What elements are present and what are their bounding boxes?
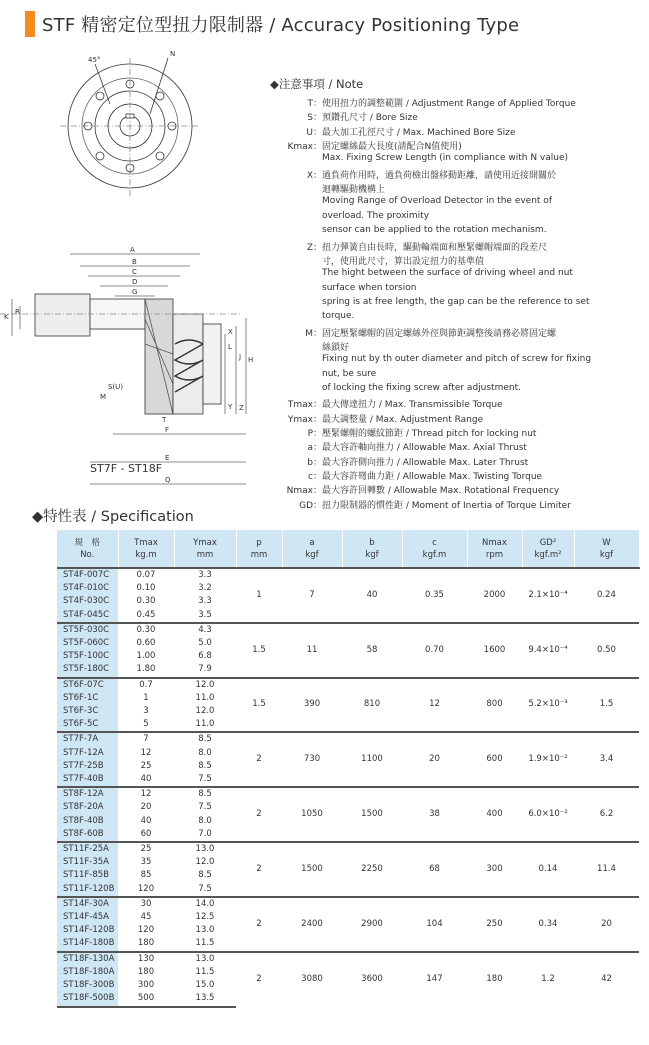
c-cell: 0.35 xyxy=(402,568,467,623)
p-cell: 2 xyxy=(236,732,282,787)
model-cell: ST14F-120B xyxy=(57,924,118,937)
tmax-cell: 40 xyxy=(140,774,152,785)
ymax-cell: 11.0 xyxy=(195,719,215,730)
note-item xyxy=(270,153,642,167)
tmax-cell: 500 xyxy=(118,992,174,1006)
svg-text:T: T xyxy=(162,416,167,424)
ymax-cell: 7.5 xyxy=(198,802,212,813)
note-item xyxy=(270,340,642,354)
technical-drawing xyxy=(0,44,270,494)
svg-text:L: L xyxy=(228,343,232,351)
gd-cell: 1.2 xyxy=(522,952,574,1007)
ymax-cell: 7.9 xyxy=(198,664,212,675)
svg-text:N: N xyxy=(170,50,176,58)
model-cell: ST11F-25A xyxy=(57,842,118,856)
table-row xyxy=(57,952,639,966)
tmax-cell: 25 xyxy=(118,842,174,856)
note-text: 固定壓緊螺帽的固定螺絲外徑與節距調整後請務必將固定螺 xyxy=(322,328,557,339)
tmax-cell: 0.60 xyxy=(136,638,156,649)
model-cell: ST5F-180C xyxy=(57,663,118,677)
note-text: 絲鎖好 xyxy=(322,342,350,353)
model-cell: ST5F-100C xyxy=(57,650,118,663)
note-label: Z： xyxy=(306,242,322,253)
note-label: P： xyxy=(307,429,322,440)
header-line: GD² xyxy=(539,537,557,548)
model-cell: ST8F-20A xyxy=(57,801,118,814)
column-header xyxy=(402,530,467,568)
ymax-cell: 11.0 xyxy=(195,692,215,703)
tmax-cell: 120 xyxy=(137,925,155,936)
model-cell: ST7F-7A xyxy=(57,732,118,746)
a-cell: 3080 xyxy=(282,952,342,1007)
column-header xyxy=(467,530,522,568)
svg-text:X: X xyxy=(228,328,233,336)
ymax-cell: 6.8 xyxy=(198,651,212,662)
spec-header-row xyxy=(57,530,639,568)
model-cell: ST11F-120B xyxy=(57,883,118,897)
gd-cell: 2.1×10⁻⁴ xyxy=(522,568,574,623)
note-label: GD： xyxy=(299,500,322,511)
ymax-cell: 11.5 xyxy=(195,966,215,977)
model-cell: ST14F-45A xyxy=(57,911,118,924)
tmax-cell: 300 xyxy=(137,980,155,991)
note-label: S： xyxy=(307,113,322,124)
model-cell: ST6F-5C xyxy=(57,718,118,732)
header-line: Ymax xyxy=(193,537,217,548)
side-section-view xyxy=(0,254,246,484)
note-item xyxy=(270,240,642,254)
ymax-cell: 12.0 xyxy=(174,678,236,692)
table-row xyxy=(57,787,639,801)
note-label: M： xyxy=(305,328,322,339)
ymax-cell: 8.5 xyxy=(198,760,212,771)
ymax-cell: 8.0 xyxy=(198,815,212,826)
model-cell: ST18F-300B xyxy=(57,979,118,992)
svg-text:R: R xyxy=(15,308,20,316)
front-view xyxy=(60,58,200,196)
svg-text:A: A xyxy=(130,246,135,254)
tmax-cell: 1.00 xyxy=(136,651,156,662)
note-text: Max. Fixing Screw Length (in compliance with N value) xyxy=(322,153,569,164)
note-item xyxy=(270,483,642,497)
note-item xyxy=(270,369,642,383)
tmax-cell: 30 xyxy=(118,897,174,911)
note-text: of locking the fixing screw after adjustment. xyxy=(322,383,521,393)
a-cell: 1050 xyxy=(282,787,342,842)
note-item xyxy=(270,297,642,311)
ymax-cell: 13.0 xyxy=(174,952,236,966)
column-header xyxy=(522,530,574,568)
column-header xyxy=(574,530,639,568)
header-unit: mm xyxy=(250,549,268,560)
model-cell: ST6F-3C xyxy=(57,705,118,718)
ymax-cell: 7.5 xyxy=(198,774,212,785)
a-cell: 730 xyxy=(282,732,342,787)
c-cell: 38 xyxy=(402,787,467,842)
ymax-cell: 3.3 xyxy=(198,596,212,607)
gd-cell: 0.14 xyxy=(522,842,574,897)
note-text: 使用扭力的調整範圍 / Adjustment Range of Applied Torque xyxy=(322,99,576,109)
header-line: p xyxy=(256,537,262,548)
note-item xyxy=(270,225,642,239)
model-cell: ST8F-60B xyxy=(57,828,118,842)
note-text: spring is at free length, the gap can be the reference to set xyxy=(322,296,590,307)
note-item xyxy=(270,268,642,282)
ymax-cell: 8.5 xyxy=(174,732,236,746)
header-unit: rpm xyxy=(485,549,504,560)
tmax-cell: 45 xyxy=(140,912,152,923)
b-cell: 2900 xyxy=(342,897,402,952)
note-item xyxy=(270,426,642,440)
note-text: 預鑽孔尺寸 / Bore Size xyxy=(322,113,418,124)
model-cell: ST11F-85B xyxy=(57,869,118,882)
nmax-cell: 300 xyxy=(467,842,522,897)
ymax-cell: 13.0 xyxy=(195,925,215,936)
page-title: STF 精密定位型扭力限制器 / Accuracy Positioning Type xyxy=(42,15,520,36)
note-label: c： xyxy=(308,472,322,483)
model-cell: ST6F-1C xyxy=(57,692,118,705)
nmax-cell: 600 xyxy=(467,732,522,787)
header-accent-bar xyxy=(25,11,35,37)
note-label: T： xyxy=(307,99,322,109)
tmax-cell: 60 xyxy=(140,828,152,839)
note-item xyxy=(270,125,642,139)
header-unit: No. xyxy=(80,549,95,560)
tmax-cell: 0.45 xyxy=(136,609,156,620)
tmax-cell: 12 xyxy=(118,787,174,801)
note-text: 寸，使用此尺寸，算出設定扭力的基準值 xyxy=(322,256,485,267)
ymax-cell: 12.0 xyxy=(195,706,215,717)
model-cell: ST11F-35A xyxy=(57,856,118,869)
gd-cell: 0.34 xyxy=(522,897,574,952)
table-row xyxy=(57,678,639,692)
note-label: a： xyxy=(307,443,322,454)
note-text: surface when torsion xyxy=(322,282,417,293)
note-item xyxy=(270,110,642,124)
notes-title: ◆注意事項 / Note xyxy=(270,77,364,91)
column-header xyxy=(57,530,118,568)
column-header xyxy=(118,530,174,568)
tmax-cell: 0.30 xyxy=(136,596,156,607)
svg-text:Q: Q xyxy=(165,476,171,484)
model-cell: ST5F-060C xyxy=(57,637,118,650)
ymax-cell: 5.0 xyxy=(198,638,212,649)
spec-title: ◆特性表 / Specification xyxy=(32,509,194,525)
model-cell: ST6F-07C xyxy=(57,678,118,692)
note-text: sensor can be applied to the rotation mechanism. xyxy=(322,225,547,236)
ymax-cell: 4.3 xyxy=(174,623,236,637)
note-item xyxy=(270,498,642,512)
ymax-cell: 12.5 xyxy=(195,912,215,923)
table-row xyxy=(57,623,639,637)
header-unit: kg.m xyxy=(135,549,157,560)
nmax-cell: 180 xyxy=(467,952,522,1007)
note-text: 扭力限制器的慣性距 / Moment of Inertia of Torque Limiter xyxy=(322,500,571,511)
svg-text:Y: Y xyxy=(228,403,233,411)
ymax-cell: 8.0 xyxy=(198,747,212,758)
w-cell: 42 xyxy=(574,952,639,1007)
gd-cell: 9.4×10⁻⁴ xyxy=(522,623,574,678)
header-unit: kgf.m xyxy=(422,549,447,560)
tmax-cell: 5 xyxy=(143,719,149,730)
tmax-cell: 0.7 xyxy=(118,678,174,692)
table-row xyxy=(57,732,639,746)
note-item xyxy=(270,354,642,368)
nmax-cell: 2000 xyxy=(467,568,522,623)
note-text: overload. The proximity xyxy=(322,210,430,221)
tmax-cell: 7 xyxy=(118,732,174,746)
note-item xyxy=(270,311,642,325)
model-cell: ST18F-180A xyxy=(57,966,118,979)
ymax-cell: 12.0 xyxy=(195,857,215,868)
note-text: 過負荷作用時，過負荷檢出盤移動距離，請使用近接開關於 xyxy=(322,170,557,181)
b-cell: 1500 xyxy=(342,787,402,842)
note-text: 最大調整量 / Max. Adjustment Range xyxy=(322,414,484,425)
note-item xyxy=(270,96,642,110)
note-label: Tmax： xyxy=(287,400,322,411)
model-cell: ST4F-010C xyxy=(57,582,118,595)
tmax-cell: 3 xyxy=(143,706,149,717)
svg-text:F: F xyxy=(165,426,170,434)
note-label: b： xyxy=(307,457,322,468)
model-cell: ST18F-130A xyxy=(57,952,118,966)
note-label: Nmax： xyxy=(286,486,322,497)
ymax-cell: 3.3 xyxy=(174,568,236,582)
svg-text:M: M xyxy=(100,393,107,401)
note-label: X： xyxy=(306,170,322,181)
svg-text:G: G xyxy=(132,288,138,296)
note-text: 迴轉驅動機構上 xyxy=(322,185,386,196)
a-cell: 11 xyxy=(282,623,342,678)
note-item xyxy=(270,440,642,454)
note-item xyxy=(270,254,642,268)
note-text: 最大傳達扭力 / Max. Transmissible Torque xyxy=(322,400,503,411)
w-cell: 3.4 xyxy=(574,732,639,787)
svg-text:45°: 45° xyxy=(88,56,101,64)
ymax-cell: 8.5 xyxy=(198,870,212,881)
note-item xyxy=(270,283,642,297)
w-cell: 0.24 xyxy=(574,568,639,623)
note-text: 最大容許彎曲力距 / Allowable Max. Twisting Torque xyxy=(322,472,543,483)
header-line: a xyxy=(309,537,315,548)
header-line: Nmax xyxy=(482,537,507,548)
w-cell: 1.5 xyxy=(574,678,639,733)
header-unit: kgf xyxy=(599,549,614,560)
model-cell: ST7F-40B xyxy=(57,773,118,787)
c-cell: 12 xyxy=(402,678,467,733)
model-cell: ST18F-500B xyxy=(57,992,118,1006)
note-text: torque. xyxy=(322,311,355,322)
header-line: b xyxy=(369,537,375,548)
model-cell: ST8F-12A xyxy=(57,787,118,801)
w-cell: 0.50 xyxy=(574,623,639,678)
model-cell: ST7F-25B xyxy=(57,760,118,773)
svg-text:S(U): S(U) xyxy=(108,383,124,391)
ymax-cell: 3.5 xyxy=(198,609,212,620)
note-item xyxy=(270,182,642,196)
gd-cell: 6.0×10⁻² xyxy=(522,787,574,842)
spec-body xyxy=(57,568,639,1007)
svg-text:K: K xyxy=(4,313,9,321)
tmax-cell: 180 xyxy=(137,938,155,949)
a-cell: 7 xyxy=(282,568,342,623)
b-cell: 2250 xyxy=(342,842,402,897)
note-text: 扭力彈簧自由長時，驅動輪端面和壓緊螺帽端面的段差尺 xyxy=(322,242,548,253)
note-item xyxy=(270,168,642,182)
note-item xyxy=(270,455,642,469)
w-cell: 20 xyxy=(574,897,639,952)
model-cell: ST5F-030C xyxy=(57,623,118,637)
p-cell: 2 xyxy=(236,897,282,952)
header-line: c xyxy=(432,537,437,548)
c-cell: 0.70 xyxy=(402,623,467,678)
c-cell: 20 xyxy=(402,732,467,787)
note-item xyxy=(270,326,642,340)
p-cell: 1 xyxy=(236,568,282,623)
w-cell: 11.4 xyxy=(574,842,639,897)
tmax-cell: 130 xyxy=(118,952,174,966)
p-cell: 2 xyxy=(236,842,282,897)
model-cell: ST14F-30A xyxy=(57,897,118,911)
nmax-cell: 800 xyxy=(467,678,522,733)
b-cell: 58 xyxy=(342,623,402,678)
nmax-cell: 400 xyxy=(467,787,522,842)
column-header xyxy=(282,530,342,568)
tmax-cell: 12 xyxy=(140,747,152,758)
note-label: Ymax： xyxy=(287,414,322,425)
figure-caption: ST7F - ST18F xyxy=(90,462,163,475)
tmax-cell: 20 xyxy=(140,802,152,813)
tmax-cell: 0.30 xyxy=(118,623,174,637)
note-item xyxy=(270,196,642,210)
a-cell: 2400 xyxy=(282,897,342,952)
c-cell: 68 xyxy=(402,842,467,897)
note-item xyxy=(270,397,642,411)
note-item xyxy=(270,211,642,225)
gd-cell: 1.9×10⁻² xyxy=(522,732,574,787)
ymax-cell: 13.0 xyxy=(174,842,236,856)
tmax-cell: 1 xyxy=(143,692,149,703)
model-cell: ST4F-030C xyxy=(57,595,118,608)
p-cell: 2 xyxy=(236,787,282,842)
b-cell: 40 xyxy=(342,568,402,623)
svg-text:H: H xyxy=(248,356,254,364)
page-header xyxy=(0,0,649,44)
ymax-cell: 11.5 xyxy=(195,938,215,949)
table-row xyxy=(57,897,639,911)
b-cell: 810 xyxy=(342,678,402,733)
note-text: 最大容許側向推力 / Allowable Max. Later Thrust xyxy=(322,457,529,468)
note-item xyxy=(270,139,642,153)
note-item xyxy=(270,412,642,426)
w-cell: 6.2 xyxy=(574,787,639,842)
tmax-cell: 40 xyxy=(140,815,152,826)
note-text: Moving Range of Overload Detector in the event of xyxy=(322,196,552,207)
c-cell: 104 xyxy=(402,897,467,952)
tmax-cell: 0.10 xyxy=(136,583,156,594)
header-unit: kgf xyxy=(305,549,319,560)
ymax-cell: 7.0 xyxy=(198,828,212,839)
note-text: Fixing nut by th outer diameter and pitch of screw for fixing xyxy=(322,354,592,365)
note-text: 最大加工孔徑尺寸 / Max. Machined Bore Size xyxy=(322,127,516,138)
svg-text:Z: Z xyxy=(239,404,244,412)
a-cell: 390 xyxy=(282,678,342,733)
tmax-cell: 1.80 xyxy=(136,664,156,675)
model-cell: ST4F-045C xyxy=(57,609,118,623)
note-text: 最大容許軸向推力 / Allowable Max. Axial Thrust xyxy=(322,443,527,454)
model-cell: ST14F-180B xyxy=(57,937,118,951)
table-row xyxy=(57,842,639,856)
ymax-cell: 15.0 xyxy=(195,980,215,991)
column-header xyxy=(342,530,402,568)
b-cell: 1100 xyxy=(342,732,402,787)
tmax-cell: 180 xyxy=(137,966,155,977)
ymax-cell: 3.2 xyxy=(198,583,212,594)
header-unit: kgf xyxy=(365,549,379,560)
tmax-cell: 35 xyxy=(140,857,152,868)
note-item xyxy=(270,469,642,483)
ymax-cell: 13.5 xyxy=(174,992,236,1006)
header-line: Tmax xyxy=(134,537,158,548)
note-label: U： xyxy=(306,127,322,138)
gd-cell: 5.2×10⁻³ xyxy=(522,678,574,733)
drawing-svg xyxy=(0,44,270,494)
tmax-cell: 25 xyxy=(140,760,152,771)
header-unit: kgf.m² xyxy=(534,549,562,560)
svg-text:J: J xyxy=(239,353,242,361)
note-text: 壓緊螺帽的螺紋節距 / Thread pitch for locking nut xyxy=(322,429,537,440)
svg-text:D: D xyxy=(132,278,138,286)
note-text: nut, be sure xyxy=(322,368,377,379)
p-cell: 1.5 xyxy=(236,623,282,678)
note-text: 最大容許回轉數 / Allowable Max. Rotational Frequency xyxy=(322,486,560,497)
ymax-cell: 14.0 xyxy=(174,897,236,911)
ymax-cell: 7.5 xyxy=(198,883,212,894)
svg-text:E: E xyxy=(165,454,170,462)
note-text: 固定螺絲最大長度(請配合N值使用) xyxy=(322,142,462,153)
ymax-cell: 8.5 xyxy=(174,787,236,801)
nmax-cell: 250 xyxy=(467,897,522,952)
nmax-cell: 1600 xyxy=(467,623,522,678)
model-cell: ST8F-40B xyxy=(57,815,118,828)
note-label: Kmax： xyxy=(287,142,322,153)
header-line: W xyxy=(602,537,611,548)
note-text: The hight between the surface of driving wheel and nut xyxy=(322,268,573,279)
tmax-cell: 0.07 xyxy=(118,568,174,582)
header-unit: mm xyxy=(196,549,214,560)
column-header xyxy=(174,530,236,568)
model-cell: ST7F-12A xyxy=(57,747,118,760)
b-cell: 3600 xyxy=(342,952,402,1007)
table-row xyxy=(57,568,639,582)
spec-table xyxy=(57,530,640,1008)
column-header xyxy=(236,530,282,568)
p-cell: 1.5 xyxy=(236,678,282,733)
note-item xyxy=(270,383,642,397)
p-cell: 2 xyxy=(236,952,282,1007)
tmax-cell: 85 xyxy=(140,870,152,881)
model-cell: ST4F-007C xyxy=(57,568,118,582)
a-cell: 1500 xyxy=(282,842,342,897)
svg-text:B: B xyxy=(132,258,137,266)
svg-text:C: C xyxy=(132,268,137,276)
tmax-cell: 120 xyxy=(137,883,155,894)
c-cell: 147 xyxy=(402,952,467,1007)
header-line: 規 格 xyxy=(74,537,100,548)
